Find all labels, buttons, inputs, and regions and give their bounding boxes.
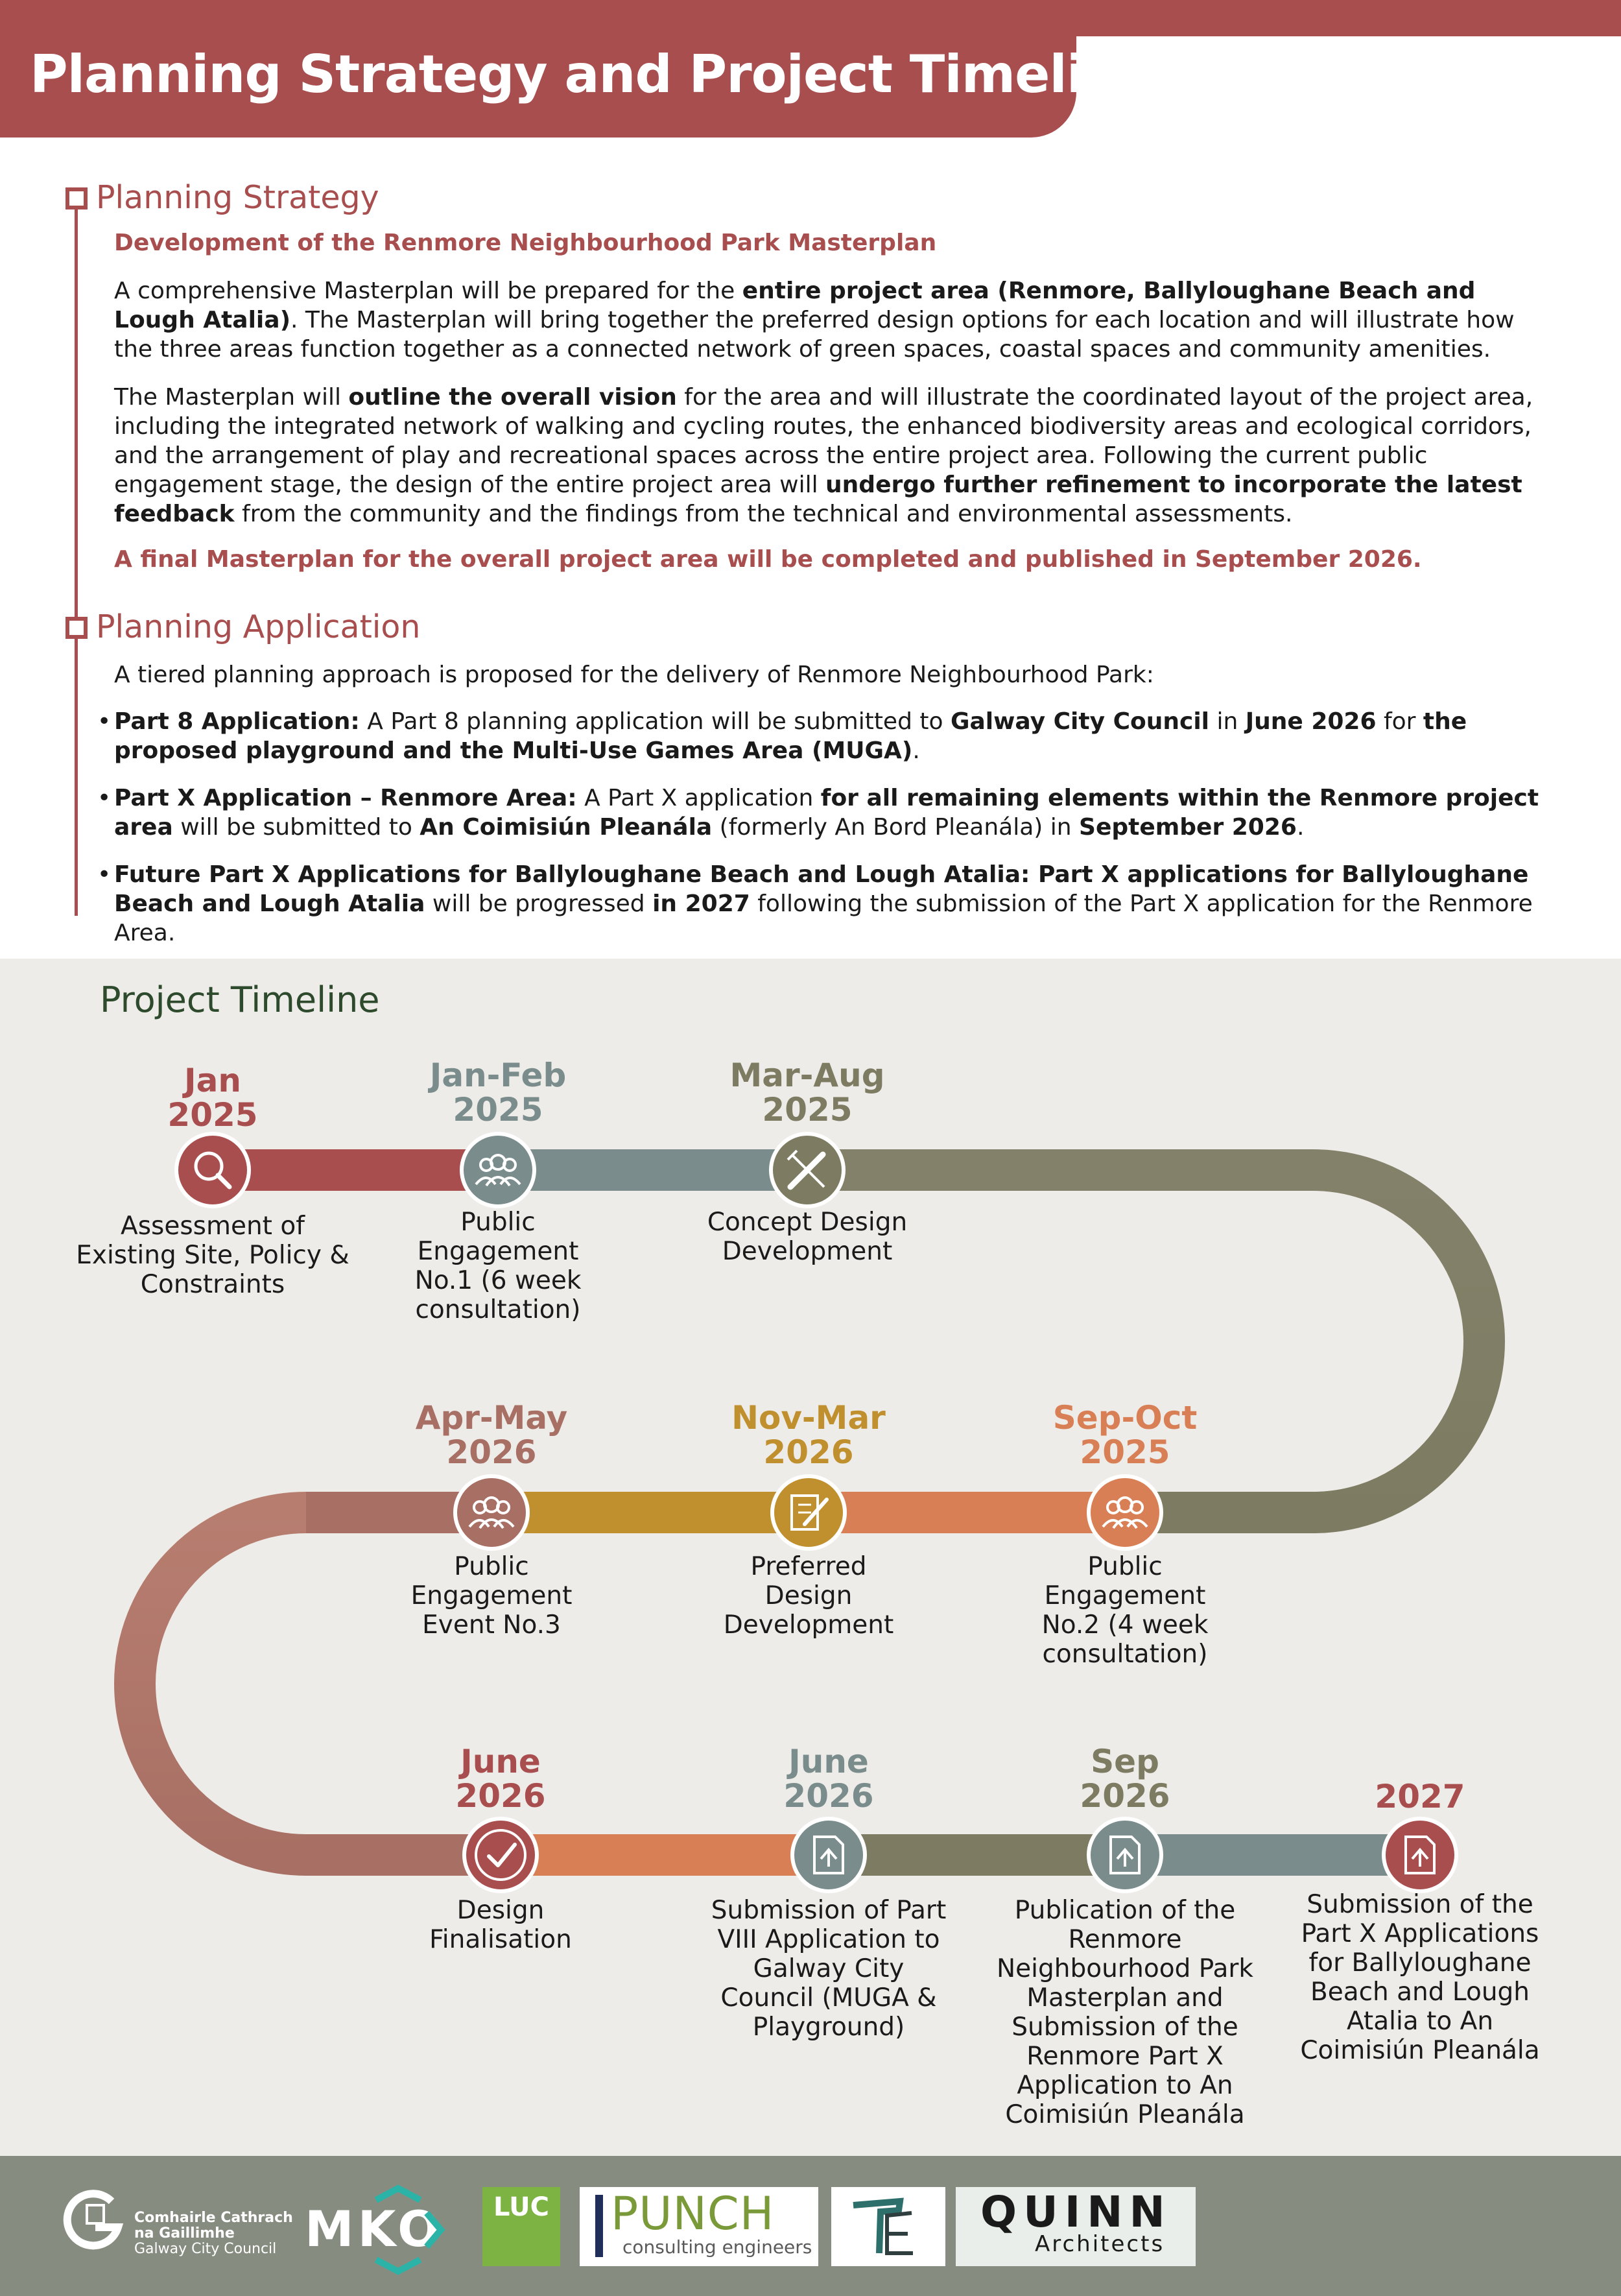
milestone-label: Publication of the Renmore Neighbourhood Park Masterplan and Submission of the Renmore Part X Application to An Coimisiún Pleanála [996, 1896, 1254, 2129]
gcc-line-1: Comhairle Cathrach [134, 2210, 293, 2226]
milestone-label: Assessment of Existing Site, Policy & Constraints [76, 1212, 349, 1299]
milestone-date-line1: Mar-Aug [729, 1057, 885, 1094]
document-upload-icon [1384, 1819, 1456, 1891]
mko-chevrons-icon [350, 2184, 447, 2275]
bold-text-run: outline the overall vision [348, 384, 677, 411]
mko-logo: MKO [305, 2200, 444, 2258]
magnifier-icon [176, 1134, 249, 1206]
milestone-date-line1: Nov-Mar [731, 1399, 886, 1437]
bullet-marker: • [97, 861, 112, 888]
application-intro: A tiered planning approach is proposed for the delivery of Renmore Neighbourhood Park: [114, 662, 1154, 688]
milestone-label: Submission of the Part X Applications for Ballyloughane Beach and Lough Atalia to An Coimisiún Pleanála [1300, 1890, 1540, 2065]
milestone-date-line2: 2025 [1080, 1433, 1170, 1471]
bold-text-run: Part 8 Application: [114, 708, 360, 735]
punch-logo: PUNCH [611, 2187, 775, 2240]
quinn-logo-subtitle: Architects [1035, 2231, 1165, 2257]
page-title: Planning Strategy and Project Timeline [30, 44, 1155, 104]
text-run: A Part X application [576, 785, 821, 811]
people-icon [462, 1134, 534, 1206]
milestone-date-line2: 2025 [453, 1091, 543, 1129]
milestone-date [401, 1058, 595, 1127]
milestone-label: Public Engagement No.1 (6 week consultation) [414, 1208, 582, 1324]
final-masterplan-note: A final Masterplan for the overall project area will be completed and published in September 2026. [114, 546, 1422, 573]
galway-city-council-logo [134, 2210, 293, 2257]
bold-text-run: Part X Application – Renmore Area: [114, 785, 577, 811]
bullet-marker: • [97, 785, 112, 811]
milestone-date-line2: 2025 [762, 1091, 853, 1129]
bold-text-run: An Coimisiún Pleanála [420, 814, 713, 841]
milestone-date-line2: 2026 [455, 1777, 546, 1815]
milestone-date [711, 1401, 906, 1470]
milestone-label: Submission of Part VIII Application to Galway City Council (MUGA & Playground) [711, 1896, 947, 2042]
text-run: for the area and will illustrate the coordinated layout of the project area, including the integrated network of walking and cycling routes, the enhanced biodiversity areas and ecological corridors, and the arrangement of play and recreational spaces across the entire project area. Following the current public engagement stage, the design of the entire project area will [114, 384, 1533, 498]
bold-text-run: September 2026 [1079, 814, 1297, 841]
text-run: The Masterplan will [114, 384, 349, 411]
quinn-logo: QUINN [980, 2187, 1172, 2237]
track-curve [1313, 1170, 1484, 1513]
milestone-date-line1: Apr-May [415, 1399, 568, 1437]
milestone-date [115, 1064, 310, 1132]
text-run: A Part 8 planning application will be submitted to [359, 708, 951, 735]
milestone-date-line2: 2026 [446, 1433, 537, 1471]
milestone-label: Preferred Design Development [723, 1552, 894, 1640]
people-icon [455, 1476, 528, 1549]
text-run: will be progressed [425, 891, 653, 917]
milestone-date-line2: 2025 [167, 1096, 258, 1134]
milestone-date-line2: 2026 [783, 1777, 874, 1815]
milestone-date-line1: Sep-Oct [1052, 1399, 1198, 1437]
milestone-date [394, 1401, 589, 1470]
text-run: will be submitted to [172, 814, 420, 841]
text-run: in [1209, 708, 1246, 735]
milestone-date [403, 1745, 598, 1813]
masterplan-subheading: Development of the Renmore Neighbourhood Park Masterplan [114, 230, 937, 256]
bullet-marker: • [97, 708, 112, 735]
text-run: . [912, 737, 920, 764]
planning-application-heading: Planning Application [96, 608, 421, 645]
milestone-label: Public Engagement Event No.3 [410, 1552, 573, 1640]
bold-text-run: entire project area (Renmore, Ballyloughane Beach and Lough Atalia) [114, 278, 1476, 333]
timeline-title: Project Timeline [100, 979, 380, 1020]
milestone-date-line1: Jan-Feb [429, 1057, 567, 1094]
text-run: A comprehensive Masterplan will be prepared for the [114, 278, 742, 304]
milestone-date-line1: Sep [1091, 1743, 1159, 1780]
track-curve [135, 1513, 306, 1855]
planning-strategy-heading: Planning Strategy [96, 179, 379, 216]
text-run: for [1376, 708, 1423, 735]
gcc-line-3: Galway City Council [134, 2241, 277, 2257]
bold-text-run: June 2026 [1245, 708, 1377, 735]
bold-text-run: undergo further refinement to incorporate the latest feedback [114, 472, 1522, 527]
milestone-date [1028, 1745, 1222, 1813]
milestone-date-line2: 2026 [1080, 1777, 1170, 1815]
people-icon [1089, 1476, 1161, 1549]
ruler-pencil-icon [771, 1134, 844, 1206]
milestone-date [1323, 1780, 1517, 1814]
text-run: following the submission of the Part X application for the Renmore Area. [114, 891, 1533, 946]
milestone-label: Public Engagement No.2 (4 week consultation) [1041, 1552, 1209, 1669]
milestone-date-line1: June [788, 1743, 869, 1780]
milestone-label: Concept Design Development [707, 1208, 908, 1266]
document-upload-icon [792, 1819, 865, 1891]
document-upload-icon [1089, 1819, 1161, 1891]
galway-city-council-logo-icon [60, 2188, 131, 2260]
milestone-date [731, 1745, 926, 1813]
luc-logo: LUC [493, 2192, 549, 2222]
text-run: . The Masterplan will bring together the preferred design options for each location and will illustrate how the three areas function together as a connected network of green spaces, coastal spaces and community amenities. [114, 307, 1515, 363]
milestone-date-line2: 2026 [763, 1433, 854, 1471]
milestone-date-line2: 2027 [1375, 1778, 1465, 1815]
punch-logo-bar [595, 2195, 603, 2257]
bold-text-run: in 2027 [652, 891, 750, 917]
document-pen-icon [772, 1476, 845, 1549]
bold-text-run: Future Part X Applications for Ballyloughane Beach and Lough Atalia: Part X applications for Ballyloughane Beach and Lough Atalia [114, 861, 1529, 917]
punch-logo-subtitle: consulting engineers [622, 2236, 812, 2258]
bold-text-run: for all remaining elements within the Renmore project area [114, 785, 1539, 841]
gcc-line-2: na Gaillimhe [134, 2225, 235, 2242]
checkmark-icon [464, 1819, 537, 1891]
te-logo-icon [840, 2194, 938, 2261]
text-run: . [1296, 814, 1305, 841]
text-run: (formerly An Bord Pleanála) in [712, 814, 1080, 841]
milestone-date-line1: June [460, 1743, 541, 1780]
bold-text-run: the proposed playground and the Multi-Use Games Area (MUGA) [114, 708, 1467, 764]
milestone-date-line1: Jan [184, 1062, 241, 1099]
text-run: from the community and the findings from the technical and environmental assessments. [234, 501, 1293, 527]
milestone-date [1028, 1401, 1222, 1470]
bold-text-run: Galway City Council [950, 708, 1209, 735]
milestone-label: Design Finalisation [429, 1896, 572, 1954]
milestone-date [710, 1058, 905, 1127]
